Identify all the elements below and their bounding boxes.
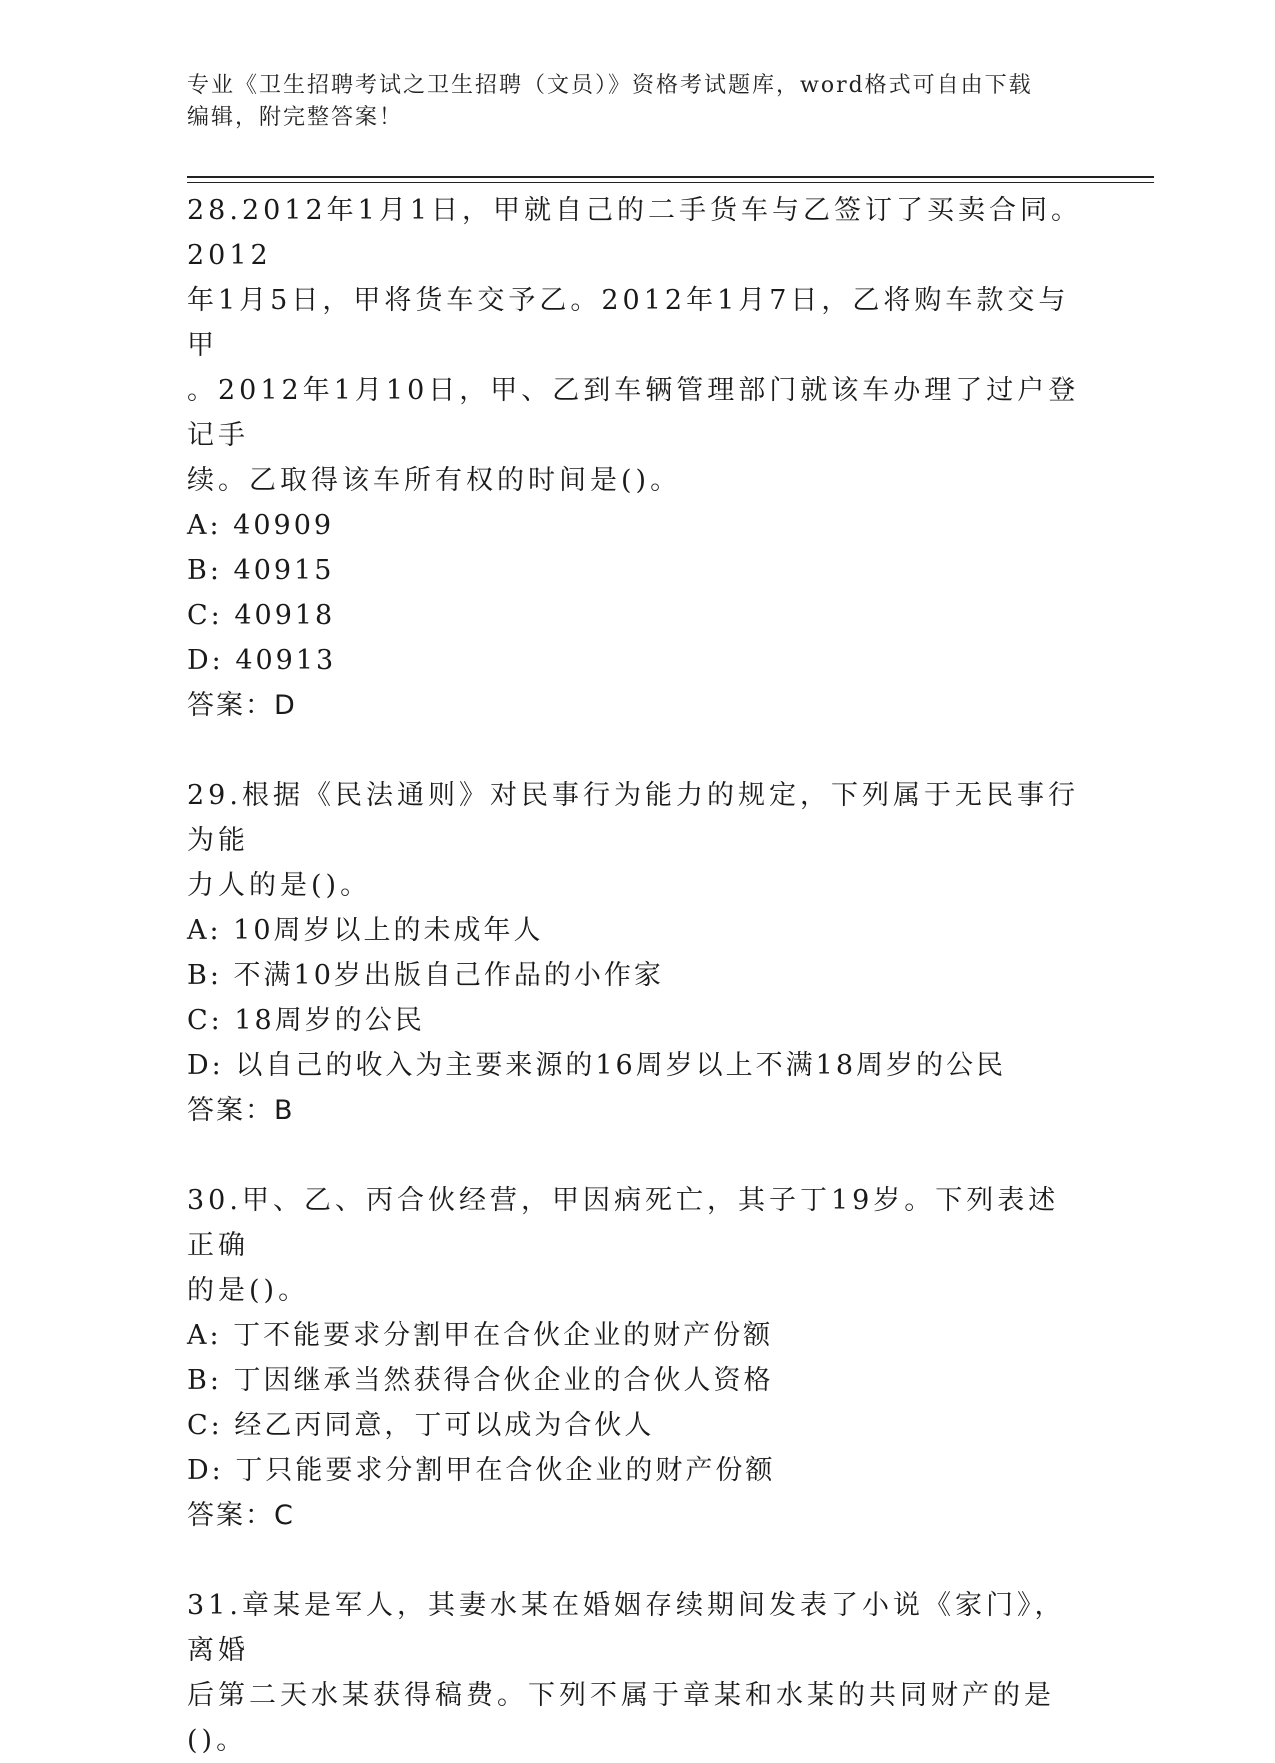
question-stem-line: 。2012年1月10日，甲、乙到车辆管理部门就该车办理了过户登记手	[187, 375, 1080, 451]
question-spacer	[187, 1133, 1087, 1178]
question-stem-line: 续。乙取得该车所有权的时间是()。	[187, 465, 682, 496]
option-d: D: 以自己的收入为主要来源的16周岁以上不满18周岁的公民	[187, 1050, 1007, 1081]
question-stem-line: 的是()。	[187, 1275, 310, 1306]
question-stem-line: 力人的是()。	[187, 870, 372, 901]
question-stem-line: 29.根据《民法通则》对民事行为能力的规定，下列属于无民事行为能	[187, 780, 1079, 856]
document-header	[187, 70, 1087, 134]
question-list	[187, 188, 1087, 1763]
header-line-2: 编辑，附完整答案！	[187, 105, 404, 130]
header-divider-thick	[187, 176, 1154, 178]
answer-line: 答案：C	[187, 1500, 295, 1531]
question-spacer	[187, 728, 1087, 773]
question-30	[187, 1178, 1087, 1538]
question-stem-line: 年1月5日，甲将货车交予乙。2012年1月7日，乙将购车款交与甲	[187, 285, 1070, 361]
option-a: A: 40909	[187, 510, 335, 541]
option-a: A: 10周岁以上的未成年人	[187, 915, 544, 946]
question-stem-line: 28.2012年1月1日，甲就自己的二手货车与乙签订了买卖合同。2012	[187, 195, 1083, 271]
question-stem-line: 后第二天水某获得稿费。下列不属于章某和水某的共同财产的是()。	[187, 1680, 1055, 1756]
option-c: C: 40918	[187, 600, 336, 631]
answer-line: 答案：D	[187, 690, 297, 721]
answer-line: 答案：B	[187, 1095, 295, 1126]
option-c: C: 经乙丙同意，丁可以成为合伙人	[187, 1410, 655, 1441]
option-a: A: 丁不能要求分割甲在合伙企业的财产份额	[187, 1320, 774, 1351]
option-b: B: 不满10岁出版自己作品的小作家	[187, 960, 664, 991]
option-b: B: 40915	[187, 555, 335, 586]
question-31	[187, 1583, 1087, 1763]
option-d: D: 丁只能要求分割甲在合伙企业的财产份额	[187, 1455, 776, 1486]
header-divider-thin	[187, 182, 1154, 183]
question-spacer	[187, 1538, 1087, 1583]
question-29	[187, 773, 1087, 1133]
option-d: D: 40913	[187, 645, 337, 676]
question-stem-line: 31.章某是军人，其妻水某在婚姻存续期间发表了小说《家门》，离婚	[187, 1590, 1066, 1666]
option-b: B: 丁因继承当然获得合伙企业的合伙人资格	[187, 1365, 774, 1396]
question-28	[187, 188, 1087, 728]
question-stem-line: 30.甲、乙、丙合伙经营，甲因病死亡，其子丁19岁。下列表述正确	[187, 1185, 1060, 1261]
option-c: C: 18周岁的公民	[187, 1005, 425, 1036]
header-line-1: 专业《卫生招聘考试之卫生招聘（文员）》资格考试题库，word格式可自由下载	[187, 73, 1033, 98]
